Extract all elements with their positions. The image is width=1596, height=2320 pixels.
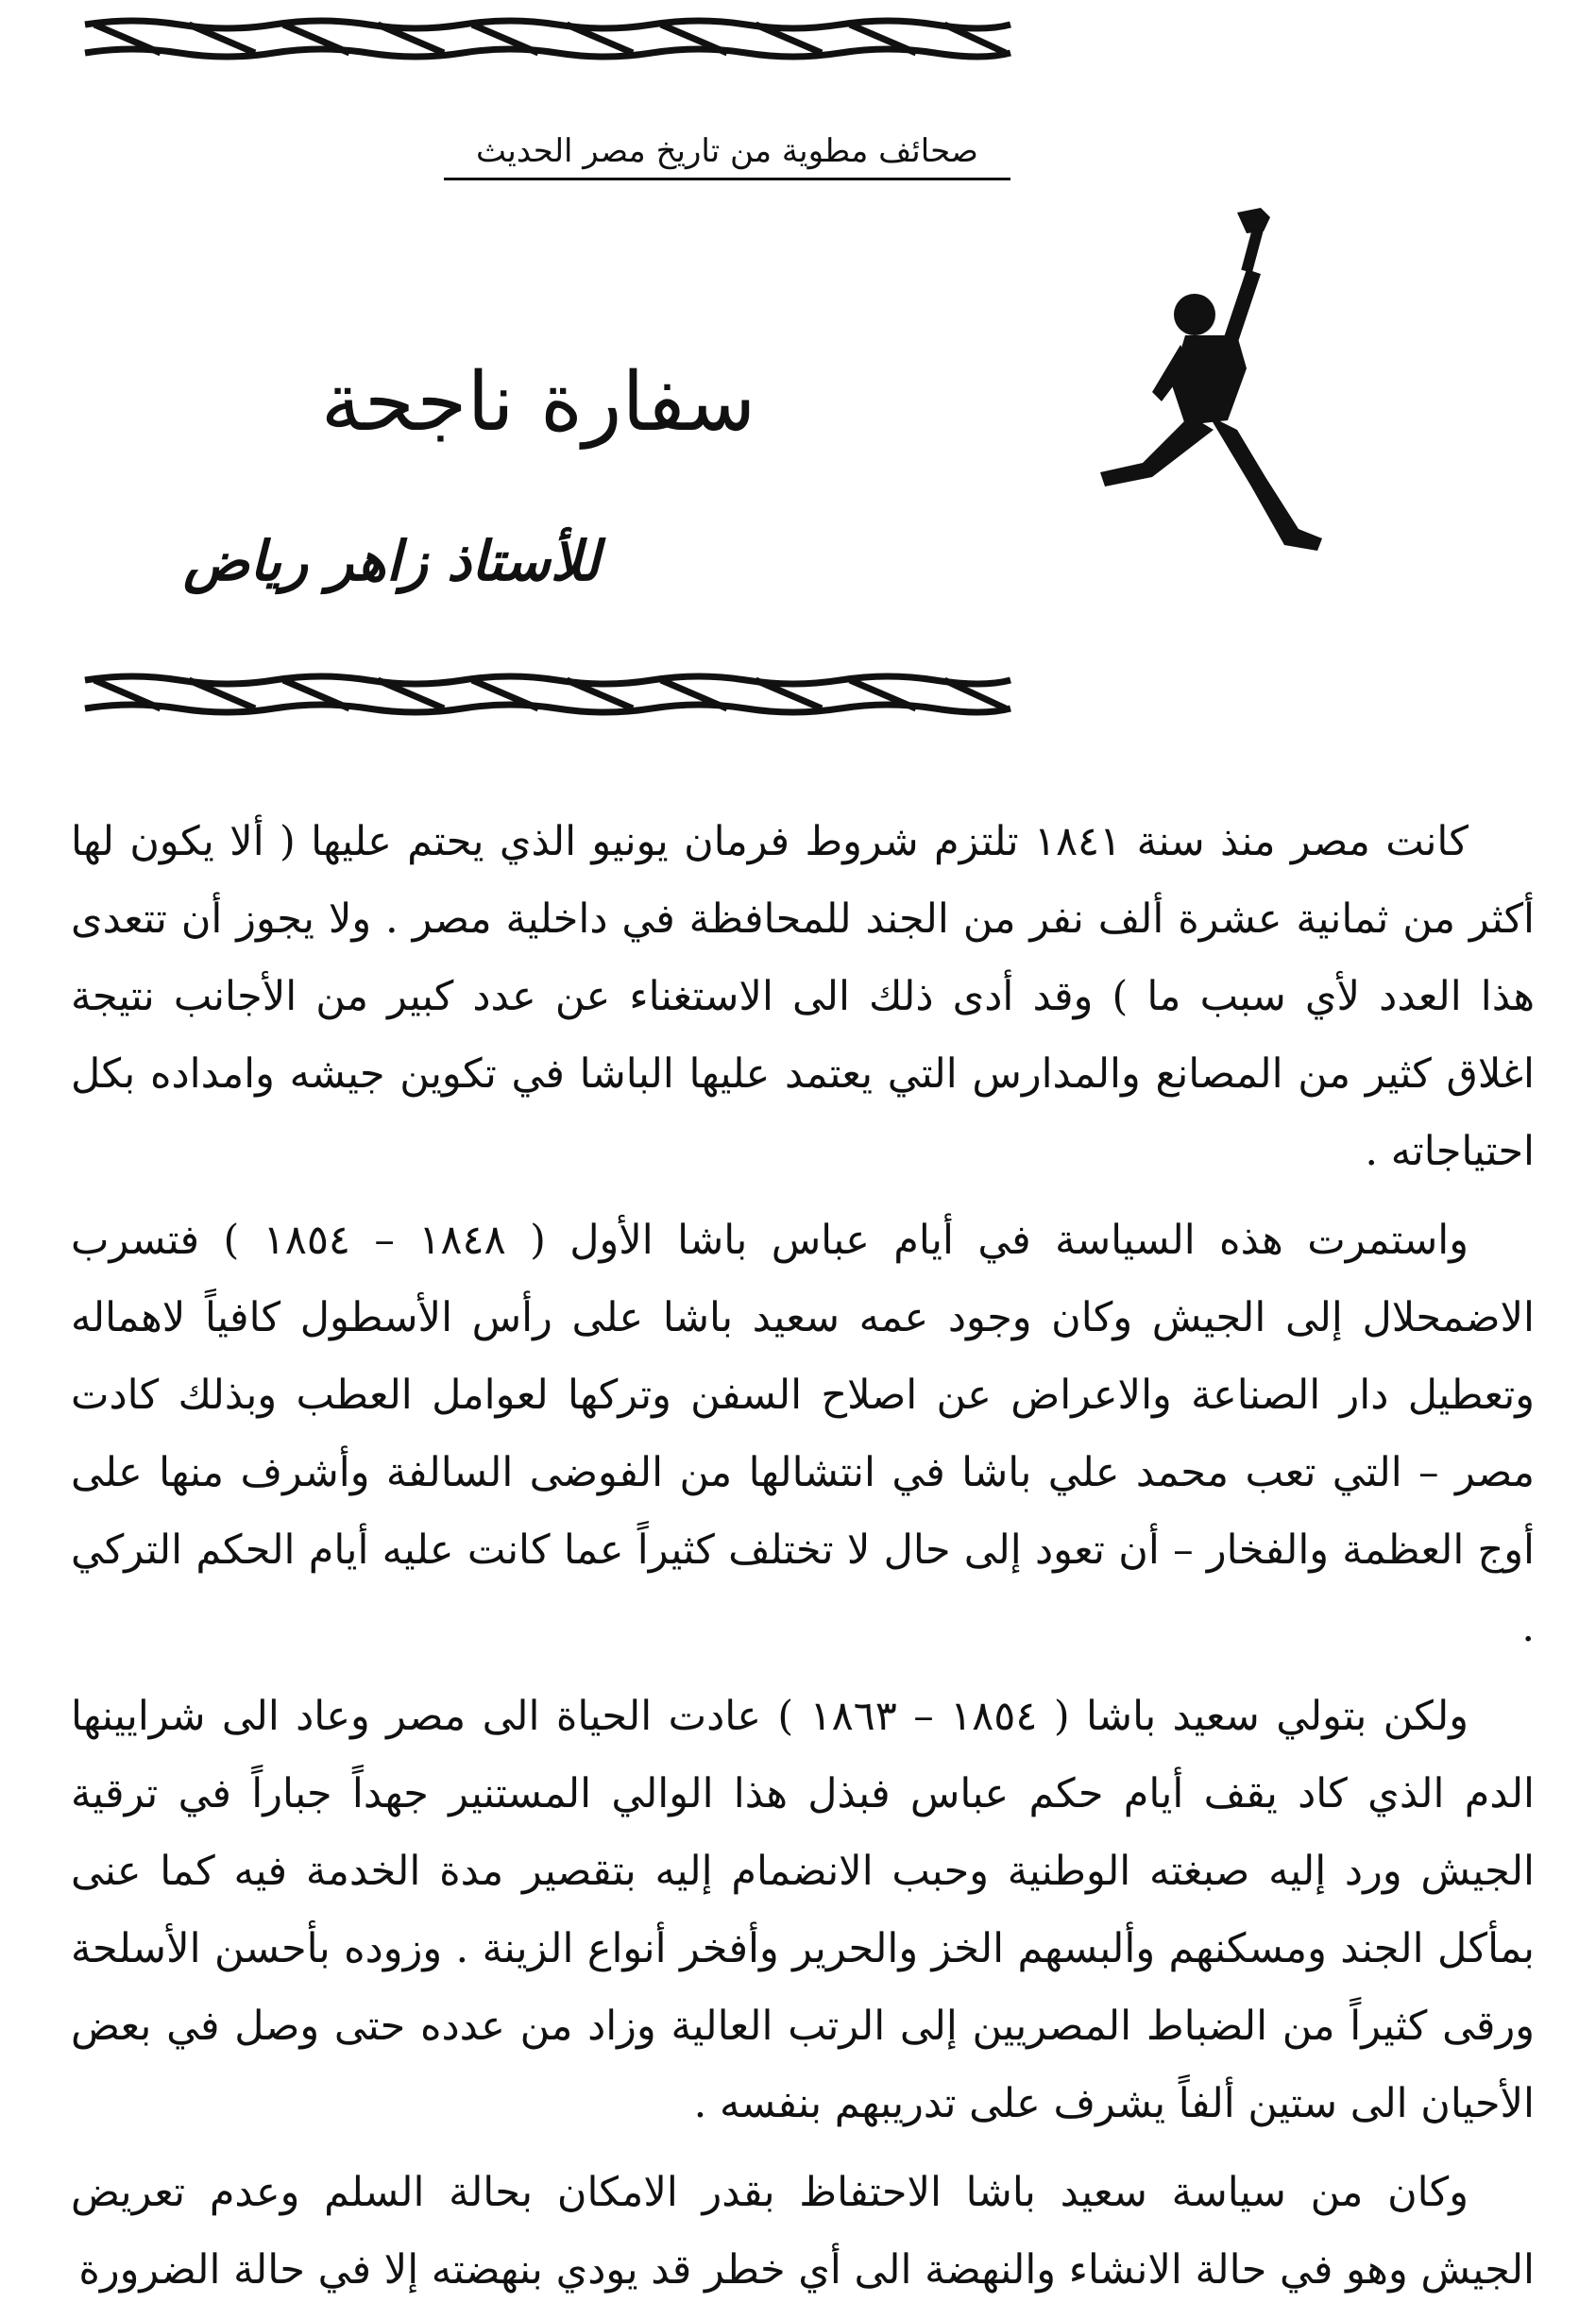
wave-rope-ornament-icon	[76, 6, 1020, 72]
article-title: سفارة ناجحة	[320, 354, 756, 450]
series-title: صحائف مطوية من تاريخ مصر الحديث	[444, 132, 1010, 180]
paragraph: واستمرت هذه السياسة في أيام عباس باشا الأول ( ١٨٤٨ – ١٨٥٤ ) فتسرب الاضمحلال إلى الجيش وكان وجود عمه سعيد باشا على رأس الأسطول كافياً لاهماله وتعطيل دار الصناعة والاعراض عن اصلاح السفن وتركها لعوامل العطب وبذلك كادت مصر – التي تعب محمد علي باشا في انتشالها من الفوضى السالفة وأشرف منها على أوج العظمة والفخار – أن تعود إلى حال لا تختلف كثيراً عما كانت عليه أيام الحكم التركي .	[71, 1217, 1535, 1651]
paragraph: ولكن بتولي سعيد باشا ( ١٨٥٤ – ١٨٦٣ ) عادت الحياة الى مصر وعاد الى شرايينها الدم الذي كاد يقف أيام حكم عباس فبذل هذا الوالي المستنير جهداً جباراً في ترقية الجيش ورد إليه صبغته الوطنية وحبب الانضمام إليه بتقصير مدة الخدمة فيه كما عنى بمأكل الجند ومسكنهم وألبسهم الخز والحرير وأفخر أنواع الزينة . وزوده بأحسن الأسلحة ورقى كثيراً من الضباط المصريين إلى الرتب العالية وزاد من عدده حتى وصل في بعض الأحيان الى ستين ألفاً يشرف على تدريبهم بنفسه .	[71, 1693, 1535, 2127]
paragraph: وكان من سياسة سعيد باشا الاحتفاظ بقدر الامكان بحالة السلم وعدم تعريض الجيش وهو في حالة الانشاء والنهضة الى أي خطر قد يودي بنهضته إلا في حالة الضرورة	[71, 2169, 1535, 2294]
article-body	[71, 803, 1535, 2320]
paragraph: كانت مصر منذ سنة ١٨٤١ تلتزم شروط فرمان يونيو الذي يحتم عليها ( ألا يكون لها أكثر من ثمانية عشرة ألف نفر من الجند للمحافظة في داخلية مصر . ولا يجوز أن تتعدى هذا العدد لأي سبب ما ) وقد أدى ذلك الى الاستغناء عن عدد كبير من الأجانب نتيجة اغلاق كثير من المصانع والمدارس التي يعتمد عليها الباشا في تكوين جيشه وامداده بكل احتياجاته .	[71, 818, 1535, 1175]
wave-rope-ornament-icon	[76, 661, 1020, 727]
author-byline: للأستاذ زاهر رياض	[183, 529, 600, 593]
torch-runner-icon	[1095, 203, 1379, 571]
